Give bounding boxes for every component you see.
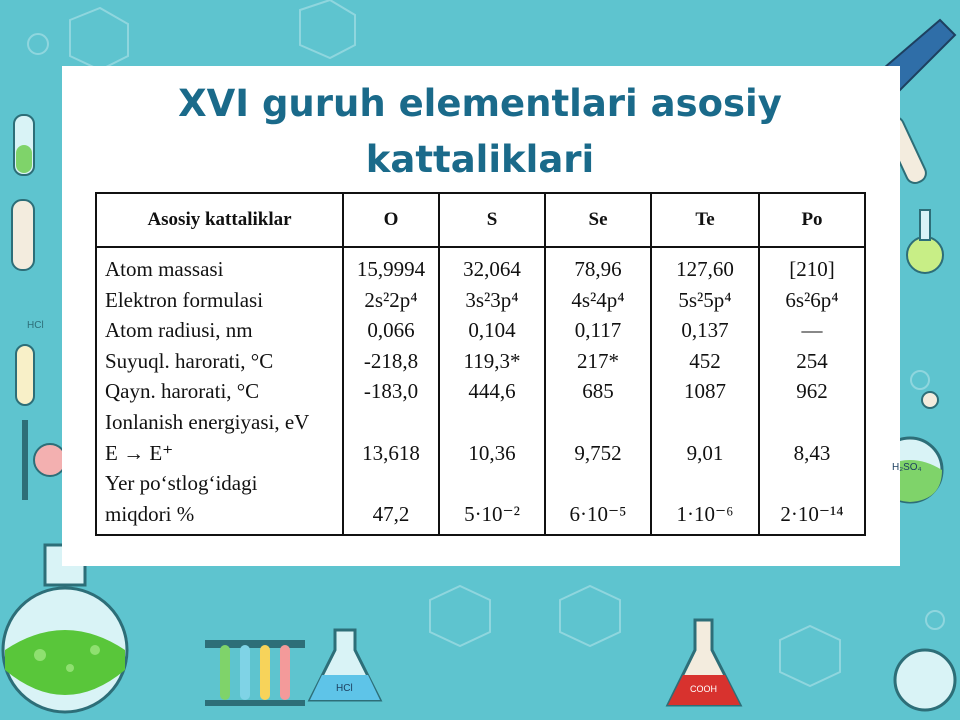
row-label: Suyuql. harorati, °C	[105, 348, 274, 373]
header-o: O	[383, 209, 399, 230]
row-label: Ionlanish energiyasi, eV	[105, 409, 310, 434]
header-divider	[97, 246, 864, 248]
cell: 962	[796, 379, 828, 404]
flask-label-h2so4: H₂SO₄	[892, 462, 922, 473]
cell	[440, 407, 544, 438]
cell: 9,01	[686, 440, 724, 465]
cell: 47,2	[372, 501, 410, 526]
cell: 13,618	[362, 440, 420, 465]
slide-title	[80, 76, 880, 188]
cell: 4s²4p⁴	[571, 287, 625, 312]
cell: —	[801, 318, 823, 343]
cell	[546, 468, 650, 499]
cell: 6·10⁻⁵	[569, 501, 627, 526]
cell: 0,066	[367, 318, 415, 343]
header-parameters: Asosiy kattaliklar	[147, 209, 292, 230]
row-label: Qayn. harorati, °C	[105, 379, 260, 404]
cell	[760, 468, 864, 499]
cell: 0,117	[574, 318, 622, 343]
cell: -218,8	[363, 348, 419, 373]
header-se: Se	[588, 209, 608, 230]
cell: 9,752	[574, 440, 622, 465]
cell	[546, 407, 650, 438]
cell: 32,064	[463, 257, 521, 281]
cell: [210]	[789, 257, 835, 281]
cell: 10,36	[468, 440, 516, 465]
cell: 8,43	[793, 440, 831, 465]
row-label: Atom massasi	[105, 257, 224, 281]
cell	[440, 468, 544, 499]
column-se	[546, 254, 650, 529]
cell	[652, 468, 758, 499]
properties-table	[95, 192, 866, 536]
cell: 254	[796, 348, 828, 373]
flask-label-cooh: COOH	[690, 684, 717, 694]
cell: 15,9994	[356, 257, 426, 281]
cell	[344, 407, 438, 438]
cell: 0,104	[468, 318, 516, 343]
cell: 217*	[577, 348, 619, 373]
row-labels-column	[105, 254, 341, 529]
row-label: Yer po‘stlog‘idagi	[105, 471, 258, 496]
cell: 3s²3p⁴	[465, 287, 519, 312]
cell: 119,3*	[463, 348, 521, 373]
cell: 78,96	[574, 257, 622, 281]
cell: 127,60	[676, 257, 734, 281]
cell: 1·10⁻⁶	[676, 501, 734, 526]
cell	[652, 407, 758, 438]
cell: 2·10⁻¹⁴	[780, 501, 844, 526]
flask-label-hcl-bottom: HCl	[336, 683, 353, 694]
header-po: Po	[801, 209, 823, 230]
cell: 444,6	[468, 379, 516, 404]
column-po	[760, 254, 864, 529]
cell: 5s²5p⁴	[678, 287, 732, 312]
header-s: S	[486, 209, 498, 230]
column-te	[652, 254, 758, 529]
cell	[344, 468, 438, 499]
title-line-2: kattaliklari	[365, 138, 595, 181]
cell: 452	[689, 348, 721, 373]
header-te: Te	[695, 209, 715, 230]
column-s	[440, 254, 544, 529]
cell: 2s²2p⁴	[364, 287, 418, 312]
row-label: Atom radiusi, nm	[105, 318, 253, 343]
row-label: Elektron formulasi	[105, 287, 264, 312]
cell: 0,137	[681, 318, 729, 343]
column-o	[344, 254, 438, 529]
cell: 5·10⁻²	[464, 501, 520, 526]
title-line-1: XVI guruh elementlari asosiy	[178, 82, 782, 125]
cell: 6s²6p⁴	[785, 287, 839, 312]
row-label: miqdori %	[105, 501, 195, 526]
flask-label-hcl: HCl	[27, 320, 44, 331]
cell: -183,0	[363, 379, 419, 404]
cell: 1087	[684, 379, 726, 404]
cell	[760, 407, 864, 438]
cell: 685	[582, 379, 614, 404]
row-label: E → E⁺	[105, 440, 174, 465]
